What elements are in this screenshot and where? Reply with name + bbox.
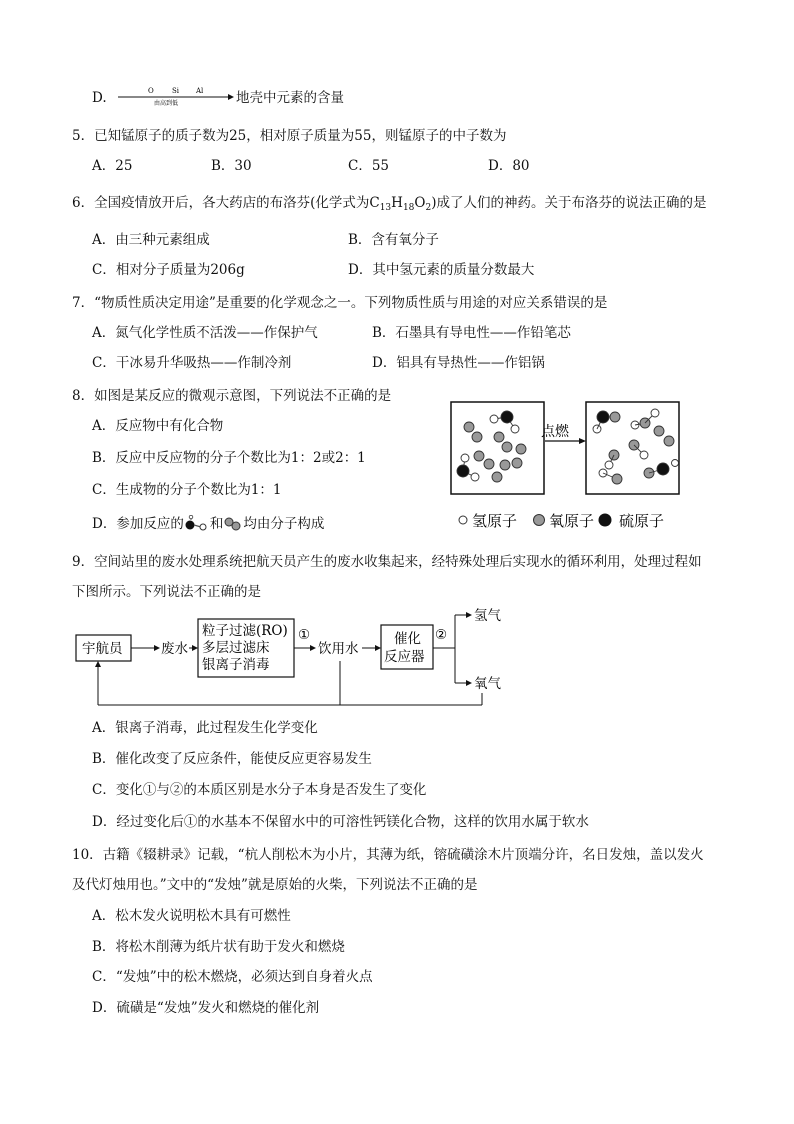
step-2-marker: ②	[435, 627, 448, 643]
legend-hydrogen: 氢原子	[472, 512, 518, 530]
q7-option-a[interactable]: A．氮气化学性质不活泼——作保护气	[92, 325, 318, 341]
q8-option-c[interactable]: C．生成物的分子个数比为1：1	[92, 482, 282, 498]
legend-oxygen: 氧原子	[549, 512, 595, 530]
q10-option-a[interactable]: A．松木发火说明松木具有可燃性	[92, 908, 291, 924]
q4-option-d-letter: D.	[92, 90, 107, 106]
q10-stem-line1: 10．古籍《辍耕录》记载，“杭人削松木为小片，其薄为纸，镕硫磺涂木片顶端分许，名日发烛，盖以发火	[72, 847, 704, 863]
drinking-water-label: 饮用水	[318, 641, 359, 657]
sulfur-atom-icon	[599, 514, 612, 527]
process-step-ro: 粒子过滤(RO)	[202, 623, 288, 639]
q7-option-c[interactable]: C．干冰易升华吸热——作制冷剂	[92, 355, 292, 371]
q8-option-a[interactable]: A．反应物中有化合物	[92, 418, 224, 434]
reactor-label-line1: 催化	[394, 631, 421, 647]
arrow-element-si: Si	[172, 87, 180, 95]
q9-stem-line2: 下图所示。下列说法不正确的是	[72, 584, 261, 600]
q5-option-d[interactable]: D．80	[488, 158, 530, 174]
q10-stem-line2: 及代灯烛用也。”文中的“发烛”就是原始的火柴，下列说法不正确的是	[72, 877, 478, 893]
arrow-sub-label: 由高到低	[154, 100, 179, 107]
hydrogen-output-label: 氢气	[474, 608, 501, 624]
q5-option-c[interactable]: C．55	[348, 158, 390, 174]
arrow-element-o: O	[148, 87, 154, 95]
legend-sulfur: 硫原子	[619, 512, 665, 530]
ibuprofen-formula: $C_{13}H_{18}O_2$	[369, 195, 432, 213]
q6-option-b[interactable]: B．含有氧分子	[348, 232, 439, 248]
reaction-micro-diagram	[449, 401, 681, 533]
q4-option-d-arrow	[116, 84, 236, 108]
ignite-label: 点燃	[541, 424, 569, 440]
q8-option-d[interactable]: D．参加反应的 和 均由分子构成	[92, 516, 325, 532]
q9-option-a[interactable]: A．银离子消毒，此过程发生化学变化	[92, 720, 318, 736]
q7-option-d[interactable]: D．铝具有导热性——作铝锅	[372, 355, 545, 371]
q6-option-a[interactable]: A．由三种元素组成	[92, 232, 210, 248]
q6-option-d[interactable]: D．其中氢元素的质量分数最大	[348, 262, 535, 278]
astronaut-label: 宇航员	[82, 641, 123, 657]
wastewater-label: 废水	[161, 641, 188, 657]
q9-option-b[interactable]: B．催化改变了反应条件，能使反应更容易发生	[92, 751, 372, 767]
q10-option-d[interactable]: D．硫磺是“发烛”发火和燃烧的催化剂	[92, 1000, 320, 1016]
atom-legend	[459, 512, 664, 530]
hydrogen-atom-icon	[459, 516, 467, 524]
q8-stem: 8．如图是某反应的微观示意图，下列说法不正确的是	[72, 388, 392, 404]
q5-option-b[interactable]: B．30	[211, 158, 252, 174]
q9-option-c[interactable]: C．变化①与②的本质区别是水分子本身是否发生了变化	[92, 782, 427, 798]
process-step-silver: 银离子消毒	[202, 657, 270, 673]
oxygen-output-label: 氧气	[474, 676, 501, 692]
q10-option-c[interactable]: C．“发烛”中的松木燃烧，必须达到自身着火点	[92, 969, 373, 985]
o2-molecule-icon	[223, 515, 243, 531]
q8-option-b[interactable]: B．反应中反应物的分子个数比为1：2或2：1	[92, 450, 366, 466]
q5-option-a[interactable]: A．25	[92, 158, 133, 174]
q7-option-b[interactable]: B．石墨具有导电性——作铅笔芯	[372, 325, 571, 341]
q5-stem: 5．已知锰原子的质子数为25，相对原子质量为55，则锰原子的中子数为	[72, 128, 507, 144]
q9-stem-line1: 9．空间站里的废水处理系统把航天员产生的废水收集起来，经特殊处理后实现水的循环利用，处理过程如	[72, 554, 702, 570]
q10-option-b[interactable]: B．将松木削薄为纸片状有助于发火和燃烧	[92, 939, 345, 955]
reactor-label-line2: 反应器	[384, 649, 425, 665]
water-treatment-flowchart	[70, 605, 510, 715]
q7-stem: 7．“物质性质决定用途”是重要的化学观念之一。下列物质性质与用途的对应关系错误的是	[72, 295, 608, 311]
process-step-bed: 多层过滤床	[202, 640, 270, 656]
q9-option-d[interactable]: D．经过变化后①的水基本不保留水中的可溶性钙镁化合物，这样的饮用水属于软水	[92, 814, 589, 830]
h2s-molecule-icon	[184, 515, 210, 531]
q4-option-d-text: 地壳中元素的含量	[236, 90, 344, 106]
q6-stem: 6．全国疫情放开后，各大药店的布洛芬(化学式为$C_{13}H_{18}O_2$)成了人们的神药。关于布洛芬的说法正确的是	[72, 195, 707, 213]
oxygen-atom-icon	[534, 515, 545, 526]
q6-option-c[interactable]: C．相对分子质量为206g	[92, 262, 245, 278]
step-1-marker: ①	[298, 627, 311, 643]
arrow-element-al: Al	[196, 87, 204, 95]
